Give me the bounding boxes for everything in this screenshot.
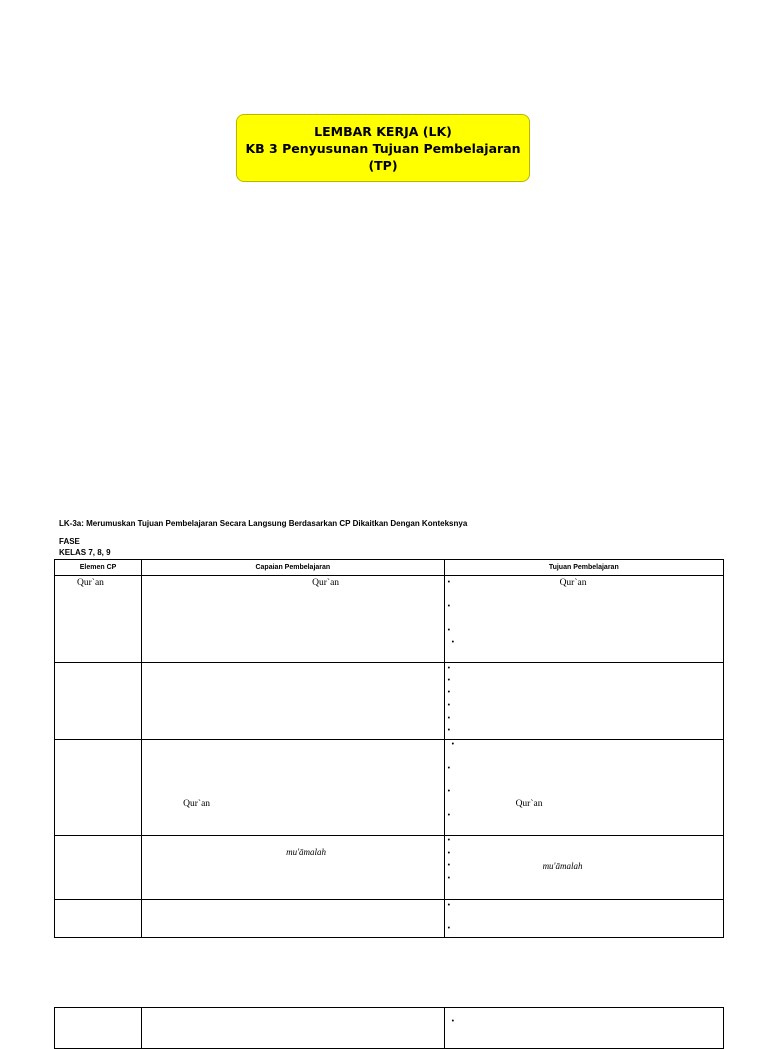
table-row [55, 740, 724, 836]
table-cell [55, 740, 142, 836]
table-cell [444, 576, 723, 663]
header-tujuan-pembelajaran: Tujuan Pembelajaran [444, 560, 723, 576]
table-cell [444, 836, 723, 900]
table-cell [444, 740, 723, 836]
table-cell [142, 836, 444, 900]
capaian-text: mu'āmalah [286, 847, 327, 857]
table-cell [142, 740, 444, 836]
table-cell [142, 1008, 444, 1049]
bullet: • [451, 639, 455, 646]
table-cell [142, 900, 444, 938]
worksheet-heading: LK-3a: Merumuskan Tujuan Pembelajaran Secara Langsung Berdasarkan CP Dikaitkan Dengan Konteksnya [59, 519, 468, 528]
title-line-3: (TP) [368, 157, 398, 173]
table-row [55, 576, 724, 663]
bullet: • [447, 788, 451, 795]
bullet: • [447, 837, 451, 844]
bullet: • [447, 850, 451, 857]
bullet: • [447, 689, 451, 696]
learning-objectives-table [54, 559, 724, 938]
capaian-text: Qur`an [183, 799, 211, 809]
table-cell [444, 1008, 723, 1049]
bullet: • [447, 902, 451, 909]
title-line-2: KB 3 Penyusunan Tujuan Pembelajaran [245, 140, 521, 156]
table-cell [55, 836, 142, 900]
bullet: • [447, 603, 451, 610]
table-header-row [55, 560, 724, 576]
bullet: • [447, 579, 451, 586]
capaian-text: Qur`an [312, 578, 340, 588]
bullet: • [447, 875, 451, 882]
tujuan-text: Qur`an [559, 578, 587, 588]
table-cell [142, 576, 444, 663]
bullet: • [447, 627, 451, 634]
table-cell [55, 576, 142, 663]
bullet: • [447, 765, 451, 772]
fase-label: FASE [59, 537, 80, 546]
bullet: • [447, 665, 451, 672]
title-box [236, 114, 530, 182]
bullet: • [447, 677, 451, 684]
table-row [55, 836, 724, 900]
table-cell [55, 900, 142, 938]
header-capaian-pembelajaran: Capaian Pembelajaran [142, 560, 444, 576]
elemen-text: Qur`an [77, 578, 104, 588]
table-cell [55, 663, 142, 740]
table-cell [55, 1008, 142, 1049]
tujuan-text: Qur`an [515, 799, 543, 809]
bullet: • [447, 812, 451, 819]
bullet: • [447, 862, 451, 869]
bullet: • [451, 741, 455, 748]
bullet: • [447, 715, 451, 722]
table-cell [142, 663, 444, 740]
bullet: • [447, 702, 451, 709]
tujuan-text: mu'āmalah [542, 861, 583, 871]
table-row [55, 900, 724, 938]
continuation-table [54, 1007, 724, 1049]
table-cell [444, 900, 723, 938]
table-cell [444, 663, 723, 740]
header-elemen-cp: Elemen CP [55, 560, 142, 576]
kelas-label: KELAS 7, 8, 9 [59, 548, 111, 557]
bullet: • [451, 1018, 455, 1025]
title-line-1: LEMBAR KERJA (LK) [314, 123, 452, 139]
bullet: • [447, 727, 451, 734]
table-row [55, 1008, 724, 1049]
table-row [55, 663, 724, 740]
bullet: • [447, 925, 451, 932]
